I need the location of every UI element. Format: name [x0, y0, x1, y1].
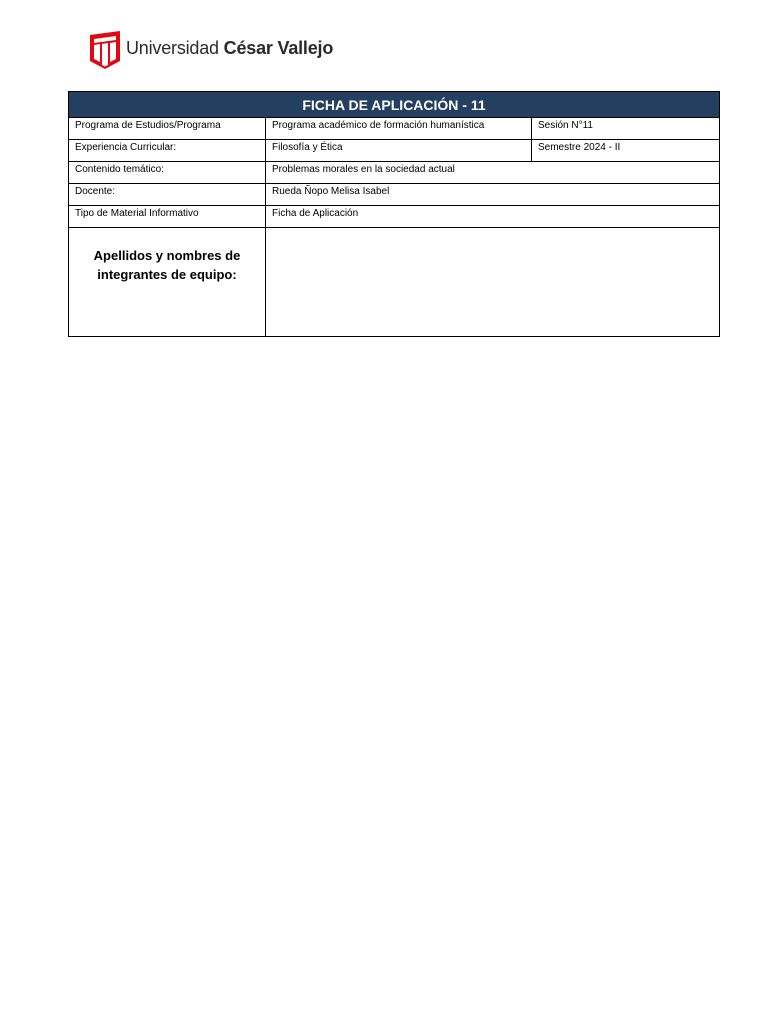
table-row	[69, 118, 720, 140]
row-extra: Sesión N°11	[532, 118, 720, 140]
row-extra: Semestre 2024 - II	[532, 140, 720, 162]
table-row	[69, 162, 720, 184]
ficha-table	[68, 91, 720, 337]
row-value: Rueda Ñopo Melisa Isabel	[266, 184, 720, 206]
team-label: Apellidos y nombres de integrantes de equipo:	[69, 228, 266, 337]
table-row	[69, 184, 720, 206]
team-row	[69, 228, 720, 337]
row-label: Programa de Estudios/Programa	[69, 118, 266, 140]
team-members-field[interactable]	[266, 228, 720, 337]
logo-strong-name: César Vallejo	[223, 37, 334, 58]
row-value: Programa académico de formación humanística	[266, 118, 532, 140]
row-value: Problemas morales en la sociedad actual	[266, 162, 720, 184]
logo-name: Universidad	[126, 37, 219, 58]
row-value: Ficha de Aplicación	[266, 206, 720, 228]
logo-wordmark	[126, 38, 333, 59]
ficha-header-row	[69, 92, 720, 118]
row-value: Filosofía y Ética	[266, 140, 532, 162]
ficha-title: FICHA DE APLICACIÓN - 11	[69, 92, 720, 118]
table-row	[69, 140, 720, 162]
row-label: Contenido temático:	[69, 162, 266, 184]
table-row	[69, 206, 720, 228]
shield-logo-icon	[90, 31, 120, 69]
row-label: Docente:	[69, 184, 266, 206]
university-logo	[90, 30, 333, 70]
row-label: Experiencia Curricular:	[69, 140, 266, 162]
row-label: Tipo de Material Informativo	[69, 206, 266, 228]
